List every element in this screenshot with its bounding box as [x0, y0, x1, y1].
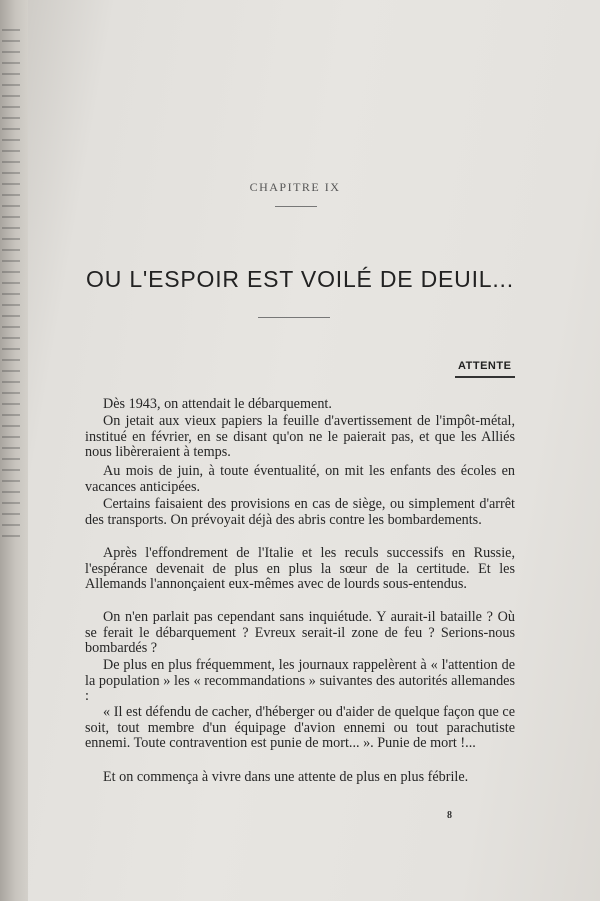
paragraph-9: Et on commença à vivre dans une attente de plus en plus fébrile. — [103, 769, 469, 785]
section-heading: ATTENTE — [458, 360, 512, 372]
paragraph-6: On n'en parlait pas cependant sans inquiétude. Y aurait-il bataille ? Où se ferait le débarquement ? Evreux serait-il zone de feu ? Serions-nous bombardés ? — [85, 609, 515, 657]
paragraph-1: Dès 1943, on attendait le débarquement. — [103, 396, 332, 412]
paragraph-4: Certains faisaient des provisions en cas de siège, ou simplement d'arrêt des transports. On prévoyait déjà des abris contre les bombardements. — [85, 496, 515, 528]
paragraph-2: On jetait aux vieux papiers la feuille d'avertissement de l'impôt-métal, institué en février, en se disant qu'on ne le paierait pas, et que les Alliés nous libèreraient à temps. — [85, 413, 515, 461]
chapter-label: CHAPITRE IX — [249, 180, 341, 194]
paragraph-8: « Il est défendu de cacher, d'héberger ou d'aider de quelque façon que ce soit, tout membre d'un équipage d'avion ennemi ou tout parachutiste ennemi. Toute contravention est punie de mort... ». Punie de mort !... — [85, 704, 515, 752]
previous-page-edge — [0, 0, 28, 901]
page-number: 8 — [447, 810, 452, 821]
paragraph-5: Après l'effondrement de l'Italie et les reculs successifs en Russie, l'espérance devenait de plus en plus la sœur de la certitude. Et les Allemands l'annonçaient eux-mêmes avec de lourds sous-entendus. — [85, 545, 515, 593]
title-divider — [258, 317, 330, 318]
chapter-divider — [275, 206, 317, 207]
paragraph-3: Au mois de juin, à toute éventualité, on mit les enfants des écoles en vacances anticipées. — [85, 463, 515, 495]
chapter-title: OU L'ESPOIR EST VOILÉ DE DEUIL... — [86, 266, 514, 292]
section-underline — [455, 376, 515, 378]
paragraph-7: De plus en plus fréquemment, les journaux rappelèrent à « l'attention de la population » les « recommandations » suivantes des autorités allemandes : — [85, 657, 515, 705]
